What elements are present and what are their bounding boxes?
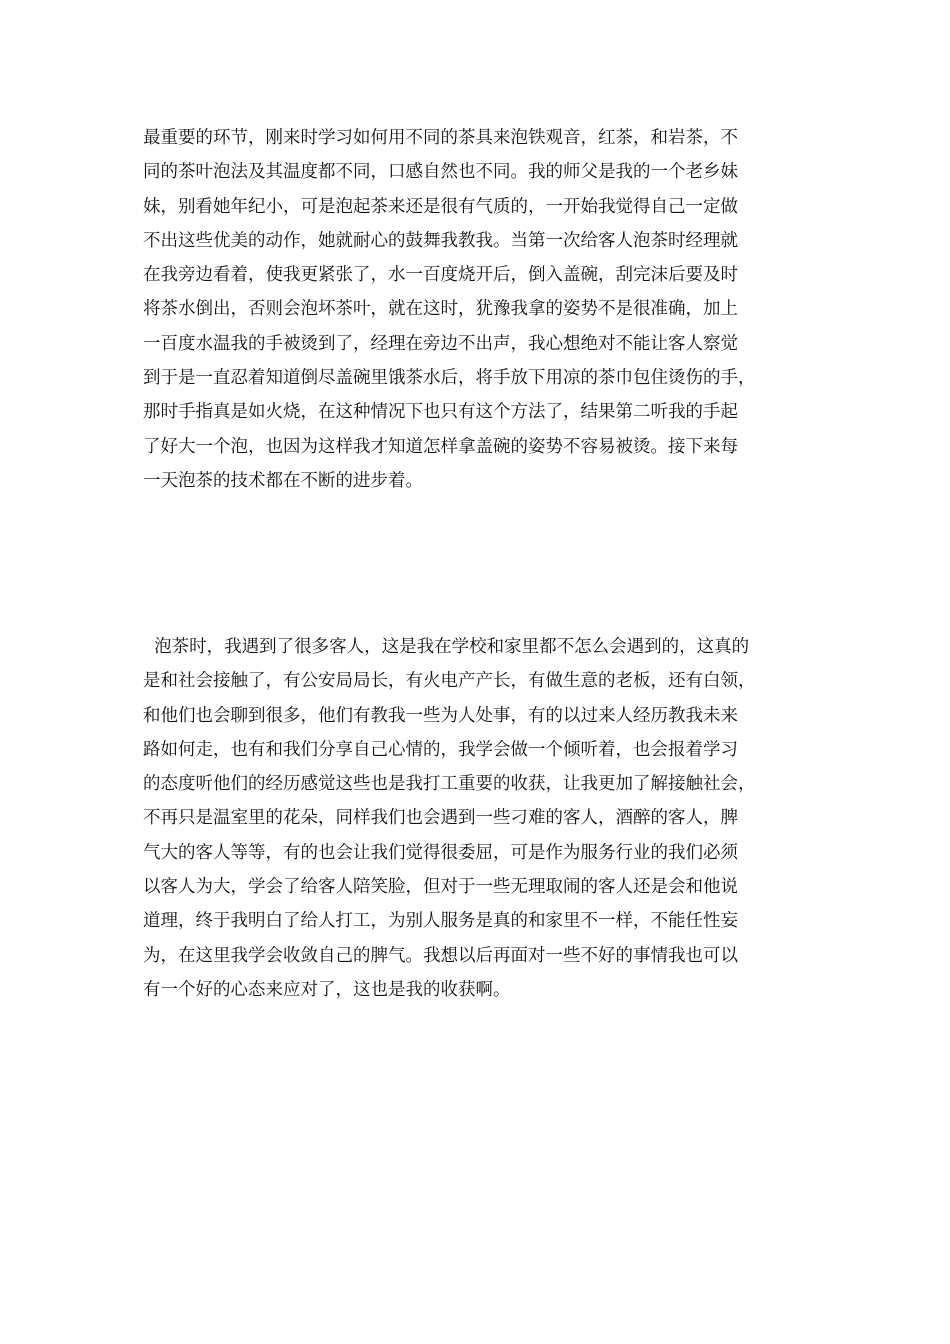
text-line: 道理，终于我明白了给人打工，为别人服务是真的和家里不一样，不能任性妄 <box>143 911 738 932</box>
text-line: 泡茶时，我遇到了很多客人，这是我在学校和家里都不怎么会遇到的，这真的 <box>143 637 750 657</box>
text-line: 为，在这里我学会收敛自己的脾气。我想以后再面对一些不好的事情我也可以 <box>143 945 738 966</box>
text-line: 的态度听他们的经历感觉这些也是我打工重要的收获，让我更加了解接触社会， <box>143 774 756 795</box>
text-line: 到于是一直忍着知道倒尽盖碗里饿茶水后，将手放下用凉的茶巾包住烫伤的手， <box>143 368 756 389</box>
text-line: 了好大一个泡，也因为这样我才知道怎样拿盖碗的姿势不容易被烫。接下来每 <box>143 436 738 457</box>
paragraph-meeting-guests <box>143 630 813 1007</box>
text-line: 和他们也会聊到很多，他们有教我一些为人处事，有的以过来人经历教我未来 <box>143 705 738 726</box>
text-line: 妹，别看她年纪小，可是泡起茶来还是很有气质的，一开始我觉得自己一定做 <box>143 196 738 217</box>
text-line: 是和社会接触了，有公安局局长，有火电产产长，有做生意的老板，还有白领， <box>143 671 756 692</box>
text-line: 不再只是温室里的花朵，同样我们也会遇到一些刁难的客人，酒醉的客人，脾 <box>143 808 738 829</box>
text-line: 同的茶叶泡法及其温度都不同，口感自然也不同。我的师父是我的一个老乡妹 <box>143 162 738 183</box>
text-line: 将茶水倒出，否则会泡坏茶叶，就在这时，犹豫我拿的姿势不是很准确，加上 <box>143 299 738 320</box>
text-line: 最重要的环节，刚来时学习如何用不同的茶具来泡铁观音，红茶，和岩茶，不 <box>143 128 738 148</box>
text-line: 在我旁边看着，使我更紧张了，水一百度烧开后，倒入盖碗，刮完沫后要及时 <box>143 265 738 286</box>
text-line: 一天泡茶的技术都在不断的进步着。 <box>143 470 423 491</box>
text-line: 一百度水温我的手被烫到了，经理在旁边不出声，我心想绝对不能让客人察觉 <box>143 333 738 354</box>
text-line: 路如何走，也有和我们分享自己心情的，我学会做一个倾听着，也会报着学习 <box>143 739 738 760</box>
text-line: 那时手指真是如火烧，在这种情况下也只有这个方法了，结果第二听我的手起 <box>143 402 738 423</box>
text-line: 不出这些优美的动作，她就耐心的鼓舞我教我。当第一次给客人泡茶时经理就 <box>143 230 738 251</box>
paragraph-tea-brewing <box>143 121 813 498</box>
text-line: 以客人为大，学会了给客人陪笑脸，但对于一些无理取闹的客人还是会和他说 <box>143 877 738 898</box>
text-line: 有一个好的心态来应对了，这也是我的收获啊。 <box>143 979 511 1000</box>
text-line: 气大的客人等等，有的也会让我们觉得很委屈，可是作为服务行业的我们必须 <box>143 842 738 863</box>
